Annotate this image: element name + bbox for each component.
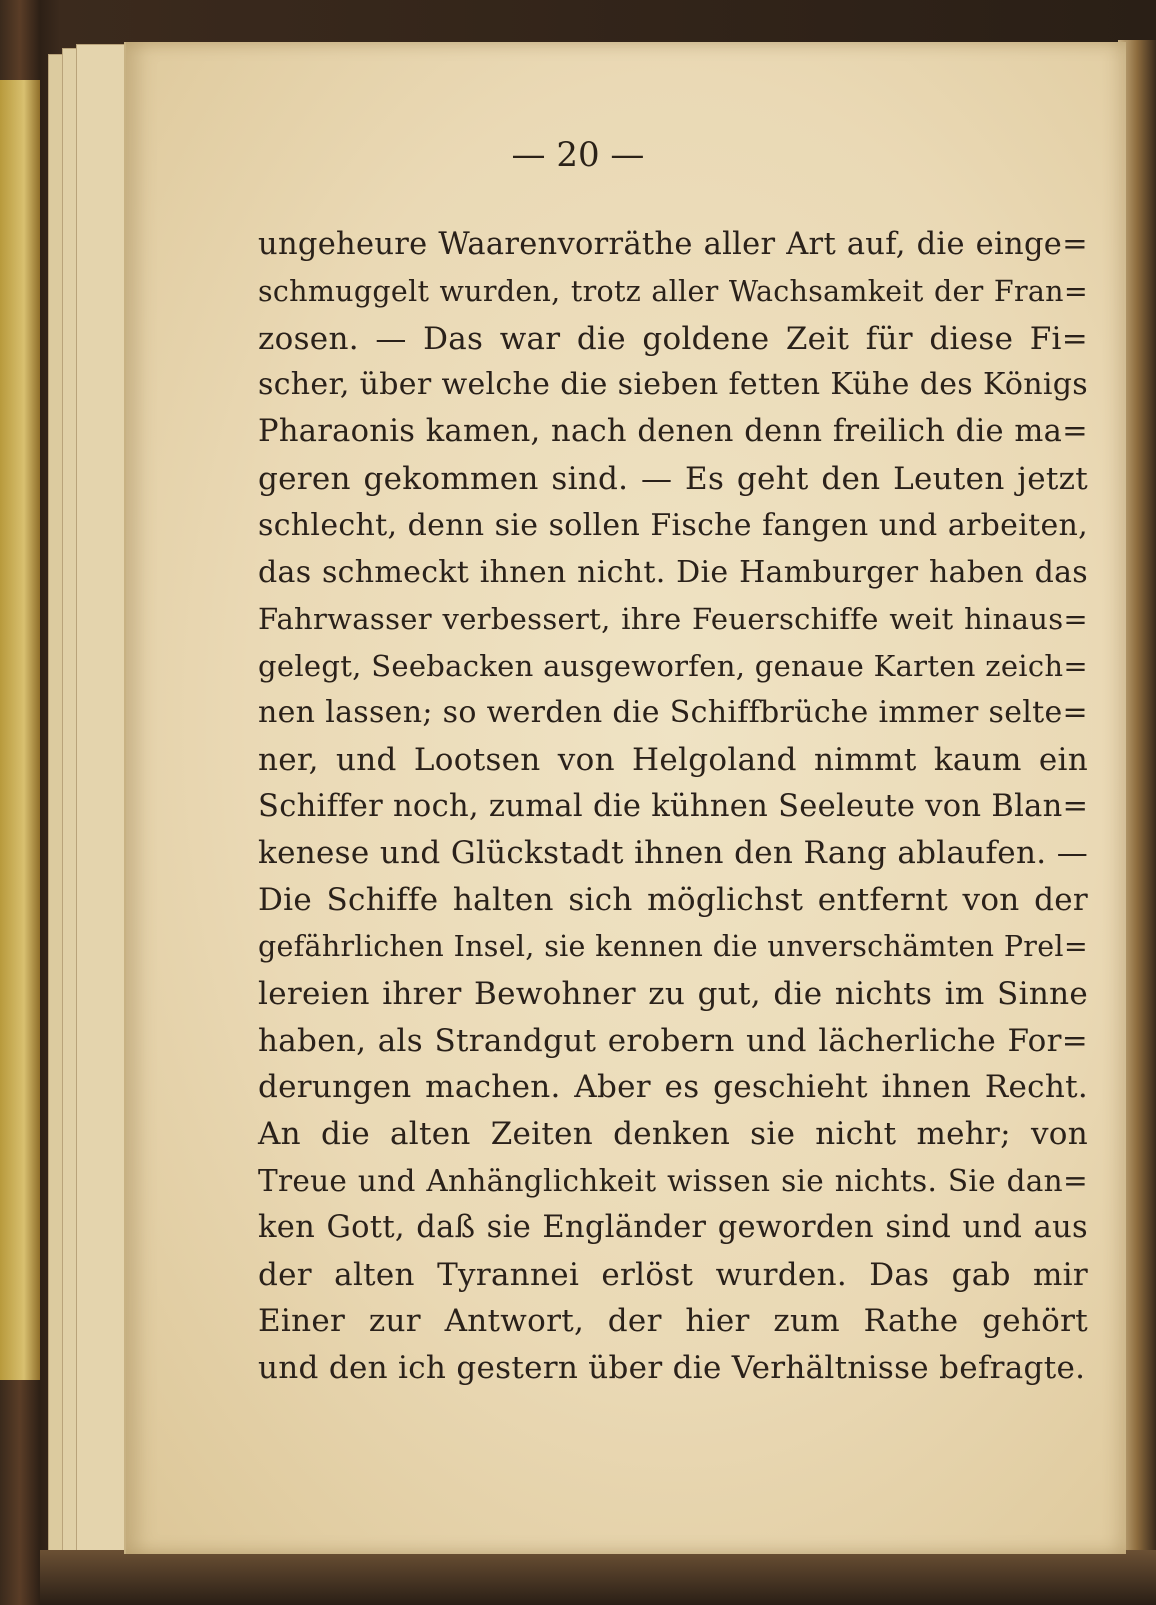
text-line: gelegt, Seebacken ausgeworfen, genaue Karten zeich= — [258, 649, 1088, 684]
text-line: Fahrwasser verbessert, ihre Feuerschiffe weit hinaus= — [258, 602, 1088, 637]
text-line: Schiffer noch, zumal die kühnen Seeleute von Blan= — [258, 788, 1089, 824]
text-line: und den ich gestern über die Verhältnisse befragte. — [258, 1350, 1086, 1387]
page-number: — 20 — — [511, 135, 645, 175]
text-line: ken Gott, daß sie Engländer geworden sind und aus — [258, 1209, 1088, 1245]
body-text — [258, 222, 1088, 1392]
book-bottom-edge — [40, 1550, 1156, 1605]
text-line: schlecht, denn sie sollen Fische fangen und arbeiten, — [258, 507, 1088, 543]
spine-edge — [0, 80, 40, 1380]
text-line: lereien ihrer Bewohner zu gut, die nichts im Sinne — [258, 975, 1088, 1012]
text-line: haben, als Strandgut erobern und lächerliche For= — [258, 1022, 1088, 1059]
text-line: An die alten Zeiten denken sie nicht mehr; von — [258, 1116, 1088, 1153]
text-line: Die Schiffe halten sich möglichst entfernt von der — [258, 882, 1088, 919]
text-line: gefährlichen Insel, sie kennen die unverschämten Prel= — [258, 929, 1088, 963]
text-line: der alten Tyrannei erlöst wurden. Das gab mir — [258, 1256, 1088, 1293]
text-line: zosen. — Das war die goldene Zeit für diese Fi= — [258, 320, 1088, 357]
text-line: ner, und Lootsen von Helgoland nimmt kaum ein — [258, 741, 1088, 778]
text-line: derungen machen. Aber es geschieht ihnen Recht. — [258, 1069, 1088, 1106]
text-line: Treue und Anhänglichkeit wissen sie nichts. Sie dan= — [258, 1163, 1088, 1198]
text-line: nen lassen; so werden die Schiffbrüche immer selte= — [258, 694, 1088, 730]
text-line: Pharaonis kamen, nach denen denn freilich die ma= — [258, 414, 1088, 450]
text-line: Einer zur Antwort, der hier zum Rathe gehört — [258, 1303, 1088, 1340]
text-line: ungeheure Waarenvorräthe aller Art auf, die einge= — [258, 227, 1088, 262]
text-line: das schmeckt ihnen nicht. Die Hamburger haben das — [258, 554, 1088, 590]
text-line: kenese und Glückstadt ihnen den Rang ablaufen. — — [258, 835, 1088, 872]
text-line: schmuggelt wurden, trotz aller Wachsamkeit der Fran= — [258, 274, 1088, 308]
text-line: geren gekommen sind. — Es geht den Leuten jetzt — [258, 460, 1088, 497]
text-line: scher, über welche die sieben fetten Kühe des Königs — [258, 367, 1088, 403]
